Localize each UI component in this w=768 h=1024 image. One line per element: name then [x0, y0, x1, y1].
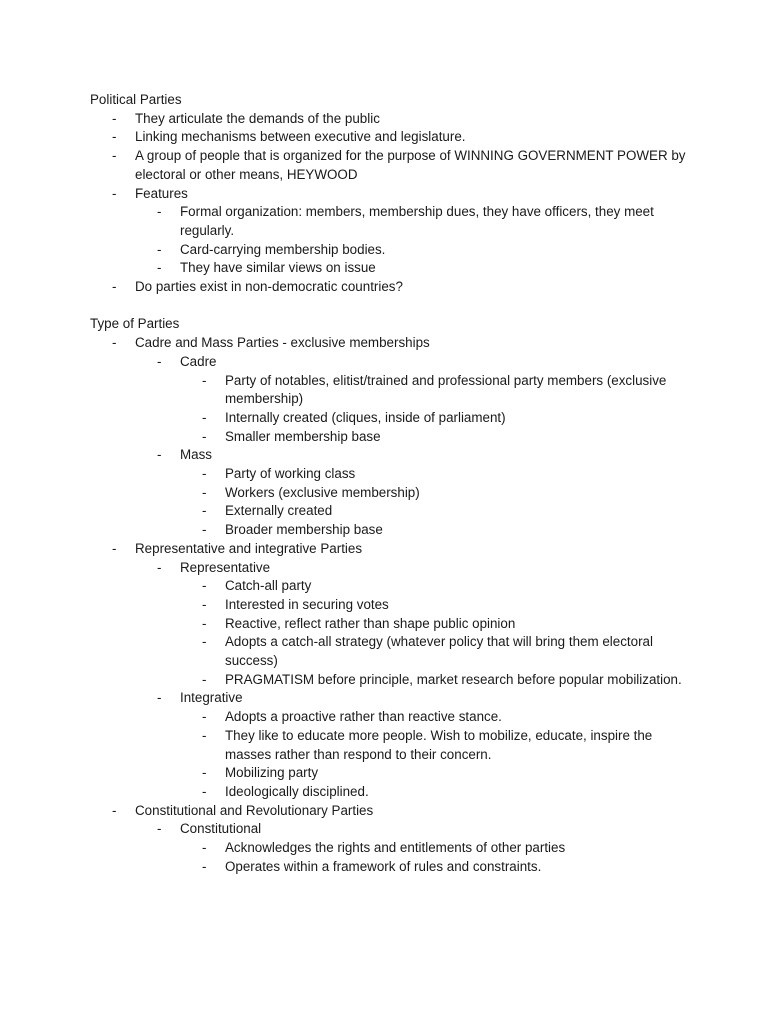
list-item-text: Internally created (cliques, inside of parliament) — [225, 409, 506, 425]
list-item-level-3 — [90, 783, 690, 802]
list-item-level-2 — [90, 259, 690, 278]
bullet-dash: - — [202, 596, 207, 612]
bullet-dash: - — [112, 540, 117, 556]
list-item-text: Integrative — [180, 690, 243, 706]
list-item-text: Party of working class — [225, 466, 356, 482]
bullet-dash: - — [157, 447, 162, 463]
list-item-level-3 — [90, 577, 690, 596]
bullet-dash: - — [202, 858, 207, 874]
list-item-level-2 — [90, 203, 690, 240]
list-item-text: Mobilizing party — [225, 765, 319, 781]
list-item-level-3 — [90, 764, 690, 783]
list-item-text: Externally created — [225, 503, 333, 519]
list-item-text: Cadre — [180, 353, 217, 369]
bullet-dash: - — [202, 727, 207, 743]
bullet-dash: - — [157, 204, 162, 220]
list-item-text: A group of people that is organized for the purpose of WINNING GOVERNMENT POWER by electoral or other means, HEYWOOD — [135, 148, 686, 182]
list-item-level-2 — [90, 353, 690, 372]
list-item-level-1 — [90, 802, 690, 821]
list-item-text: Card-carrying membership bodies. — [180, 241, 386, 257]
bullet-dash: - — [112, 802, 117, 818]
list-item-level-1 — [90, 110, 690, 129]
list-item-text: Interested in securing votes — [225, 596, 389, 612]
bullet-dash: - — [202, 503, 207, 519]
list-item-level-2 — [90, 446, 690, 465]
bullet-dash: - — [202, 840, 207, 856]
list-item-level-1 — [90, 147, 690, 184]
list-item-level-1 — [90, 540, 690, 559]
list-item-level-3 — [90, 708, 690, 727]
bullet-dash: - — [202, 428, 207, 444]
list-item-text: Party of notables, elitist/trained and professional party members (exclusive membership) — [225, 372, 667, 407]
bullet-dash: - — [202, 466, 207, 482]
document-page — [90, 91, 690, 877]
bullet-dash: - — [112, 148, 117, 164]
list-item-text: Constitutional — [180, 821, 262, 837]
bullet-dash: - — [202, 409, 207, 425]
list-item-level-3 — [90, 671, 690, 690]
bullet-dash: - — [157, 821, 162, 837]
list-item-text: Broader membership base — [225, 522, 383, 538]
list-item-level-3 — [90, 633, 690, 670]
list-item-text: They have similar views on issue — [180, 260, 376, 276]
bullet-dash: - — [202, 765, 207, 781]
list-item-level-3 — [90, 596, 690, 615]
list-item-level-1 — [90, 278, 690, 297]
list-item-level-3 — [90, 502, 690, 521]
list-item-text: Features — [135, 185, 188, 201]
bullet-dash: - — [202, 372, 207, 388]
list-item-level-3 — [90, 372, 690, 409]
list-item-level-2 — [90, 559, 690, 578]
list-item-text: Adopts a proactive rather than reactive stance. — [225, 709, 502, 725]
list-item-level-3 — [90, 484, 690, 503]
bullet-dash: - — [202, 578, 207, 594]
list-item-text: Acknowledges the rights and entitlements of other parties — [225, 840, 566, 856]
bullet-dash: - — [112, 279, 117, 295]
list-item-text: Catch-all party — [225, 578, 312, 594]
list-item-level-3 — [90, 428, 690, 447]
bullet-dash: - — [112, 185, 117, 201]
bullet-dash: - — [202, 784, 207, 799]
list-item-text: Cadre and Mass Parties - exclusive memberships — [135, 335, 430, 351]
list-item-level-1 — [90, 334, 690, 353]
list-item-text: They like to educate more people. Wish to mobilize, educate, inspire the masses rather than respond to their concern. — [225, 727, 653, 762]
bullet-dash: - — [112, 110, 117, 126]
bullet-dash: - — [202, 522, 207, 538]
bullet-dash: - — [202, 615, 207, 631]
list-item-text: Linking mechanisms between executive and legislature. — [135, 129, 466, 145]
list-item-text: Representative and integrative Parties — [135, 540, 363, 556]
bullet-dash: - — [157, 690, 162, 706]
list-item-text: Constitutional and Revolutionary Parties — [135, 802, 374, 818]
bullet-dash: - — [157, 559, 162, 575]
list-item-text: Representative — [180, 559, 271, 575]
list-item-level-1 — [90, 128, 690, 147]
section-gap — [90, 297, 690, 316]
list-item-level-3 — [90, 727, 690, 764]
list-item-text: Reactive, reflect rather than shape public opinion — [225, 615, 516, 631]
list-item-level-2 — [90, 689, 690, 708]
list-item-text: Formal organization: members, membership dues, they have officers, they meet regularly. — [180, 204, 654, 238]
bullet-dash: - — [202, 634, 207, 650]
bullet-dash: - — [202, 709, 207, 725]
list-item-text: Adopts a catch-all strategy (whatever policy that will bring them electoral success) — [225, 634, 653, 669]
bullet-dash: - — [157, 260, 162, 276]
list-item-level-3 — [90, 858, 690, 877]
list-item-level-3 — [90, 409, 690, 428]
list-item-text: PRAGMATISM before principle, market research before popular mobilization. — [225, 671, 682, 687]
bullet-dash: - — [202, 671, 207, 687]
bullet-dash: - — [202, 484, 207, 500]
section-heading: Type of Parties — [90, 316, 180, 332]
bullet-dash: - — [157, 241, 162, 257]
bullet-dash: - — [112, 129, 117, 145]
list-item-level-2 — [90, 241, 690, 260]
bullet-dash: - — [157, 353, 162, 369]
bullet-dash: - — [112, 335, 117, 351]
list-item-text: Workers (exclusive membership) — [225, 484, 420, 500]
list-item-text: Mass — [180, 447, 212, 463]
list-item-text: Do parties exist in non-democratic countries? — [135, 279, 403, 295]
list-item-text: Ideologically disciplined. — [225, 784, 369, 799]
list-item-text: Smaller membership base — [225, 428, 381, 444]
list-item-level-3 — [90, 521, 690, 540]
list-item-level-3 — [90, 465, 690, 484]
list-item-text: Operates within a framework of rules and constraints. — [225, 858, 542, 874]
list-item-level-1 — [90, 185, 690, 204]
list-item-level-3 — [90, 839, 690, 858]
list-item-level-2 — [90, 820, 690, 839]
list-item-text: They articulate the demands of the public — [135, 110, 380, 126]
list-item-level-3 — [90, 615, 690, 634]
section-heading: Political Parties — [90, 92, 182, 107]
